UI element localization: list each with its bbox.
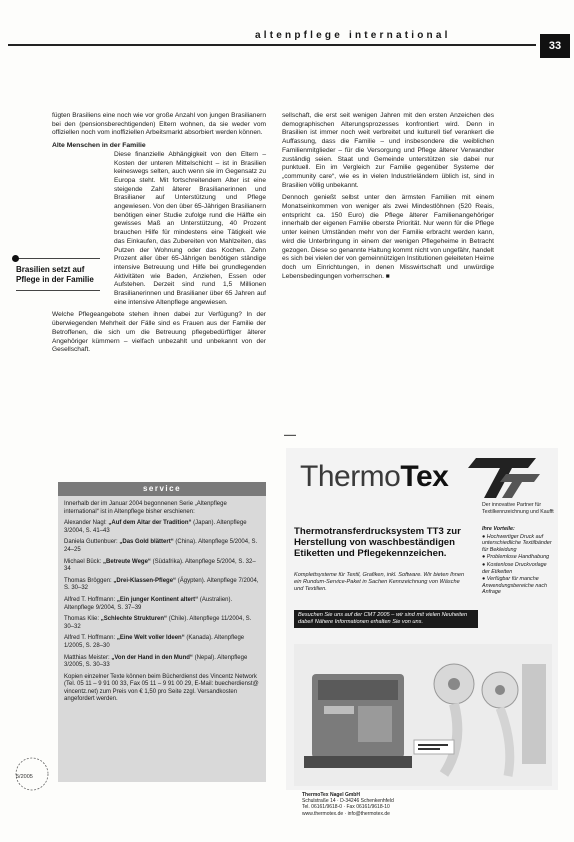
pull-quote-text: Brasilien setzt auf Pflege in der Familie	[16, 265, 94, 284]
ad-company-name: ThermoTex Nagel GmbH	[302, 792, 360, 798]
ad-benefits	[482, 526, 554, 596]
printer-product-photo	[294, 644, 552, 786]
service-entries	[64, 520, 260, 670]
service-entry-author: Alfred T. Hoffmann:	[64, 596, 116, 603]
service-entry	[64, 539, 260, 554]
pull-quote	[16, 258, 100, 291]
right-paragraph-2-text: Dennoch genießt selbst unter den ärmsten Familien mit einem Monatseinkommen von weniger als zwei Mindestlöhnen (520 Reais, entspricht ca. 150 Euro) die Pflege älterer Familienangehöriger innerhalb der eigenen Familie oberste Priorität. Nur wenn für die Pflege unter keinen Umständen mehr von der Familie erbracht werden kann, wird die Unterbringung in einem der wenigen Pflegeheime in Betracht gezogen. Diese so genannte Haltung kommt nicht von ungefähr, handelt es sich bei vielen der von gemeinnützigen Institutionen geleiteten Heime doch um Einrichtungen, in denen Misswirtschaft und unwürdige Lebensbedingungen vorherrschen.	[282, 194, 494, 280]
service-entry-title: „Ein junger Kontinent altert“	[116, 596, 199, 603]
ad-logo-bold: Tex	[400, 460, 449, 493]
service-entry-source: (Kanada). Altenpflege 1/2005, S. 28–30	[64, 635, 245, 649]
service-entry-title: „Das Gold blättert“	[119, 539, 174, 546]
left-paragraph-2: Diese finanzielle Abhängigkeit von den Eltern – Kosten der unteren Mittelschicht – ist in Brasilien keineswegs selten, auch wenn sie im Gegensatz zu Europa steht. Mit fortschreitendem Alter ist eine steigende Zahl älterer Brasilianerinnen und Brasilianer auf Unterstützung und Pflege angewiesen. Von den über 65-Jährigen Brasilianern benötigen einer Studie zufolge rund die Hälfte ein gewisses Maß an Unterstützung, 40 Prozent brauchen Hilfe für mindestens eine Tätigkeit wie das Einkaufen, das Zubereiten von Mahlzeiten, das Putzen der Wohnung oder das Kochen. Zehn Prozent aller über 65-Jährigen benötigen ständige intensive Betreuung und Hilfe bei grundlegenden Aktivitäten wie Baden, Anziehen, Essen oder Aufstehen. Derzeit sind rund 1,5 Millionen Brasilianerinnen und Brasilianer über 65 Jahren auf eine intensive Altenpflege angewiesen.	[114, 150, 266, 306]
left-column	[52, 112, 266, 359]
ad-label-mark: ▬▬▬	[284, 432, 296, 437]
ad-benefit-item: ● Verfügbar für manche Anwendungsbereiche nach Anfrage	[482, 576, 548, 596]
service-entry	[64, 635, 260, 650]
service-entry	[64, 597, 260, 612]
service-entry-source: (China). Altenpflege 5/2004, S. 24–25	[64, 539, 258, 553]
service-entry-source: (Nepal). Altenpflege 3/2005, S. 30–33	[64, 654, 248, 669]
issue-stamp	[12, 756, 52, 792]
bullet-dot-icon	[12, 255, 19, 262]
service-entry	[64, 616, 260, 631]
service-entry-source: (Japan). Altenpflege 3/2004, S. 41–43	[64, 520, 247, 534]
service-entry-source: (Australien). Altenpflege 9/2004, S. 37–39	[64, 596, 233, 611]
right-column	[282, 112, 494, 285]
service-entry	[64, 655, 260, 670]
service-entry	[64, 578, 260, 593]
thermotex-logo-icon	[466, 454, 542, 500]
ad-contact	[302, 792, 502, 817]
service-entry-title: „Eine Welt voller Ideen“	[116, 635, 185, 642]
page-number: 33	[540, 34, 570, 58]
left-paragraph-3: Welche Pflegeangebote stehen ihnen dabei zur Verfügung? In der überwiegenden Mehrheit der Fälle sind es Frauen aus der Familie der Betroffenen, die sich um die Betreuung pflegebedürftiger älterer Angehöriger kümmern – vielfach unbezahlt und unbekannt von der Gesellschaft.	[52, 311, 266, 354]
section-heading: Alte Menschen in der Familie	[52, 142, 146, 150]
ad-logo	[300, 460, 448, 494]
ad-address: Schulstraße 14 · D-34246 Schenkenhfeld	[302, 798, 394, 805]
service-entry-title: „Auf dem Altar der Tradition“	[108, 520, 192, 527]
service-entry	[64, 559, 260, 574]
service-title: service	[58, 482, 266, 496]
header-rule	[8, 44, 536, 46]
right-paragraph-1: sellschaft, die erst seit wenigen Jahren mit den ersten Anzeichen des demographischen Alterungsprozesses konfrontiert wird. Denn in Brasilien ist immer noch weit verbreitet und kulturell tief verankert die Auffassung, dass die Familie – und insbesondere die weiblichen Familienmitglieder – für die Versorgung und Pflege älterer Verwandter zuständig seien. Staat und Gemeinde unterstützen sie dabei nur punktuell. Ein im Vergleich zur Familie gegenüber Systeme der „community care“, wie es in vielen Industrieländern üblich ist, sind in Brasilien völlig unbekannt.	[282, 112, 494, 189]
service-entry-author: Alexander Nagl:	[64, 520, 107, 527]
ad-headline: Thermotransferdrucksystem TT3 zur Herstellung von waschbeständigen Etiketten und Pflegekennzeichen.	[294, 526, 461, 559]
service-entry-title: „Schlechte Strukturen“	[100, 616, 168, 623]
ad-event-box: Besuchen Sie uns auf der CMT 2005 – wir sind mit vielen Neuheiten dabei! Nähere Informationen erhalten Sie von uns.	[294, 610, 478, 628]
ad-subline: Komplettsysteme für Textil, Grafiken, inkl. Software. Wir bieten Ihnen ein Rundum-Service-Paket in Sachen Kennzeichnung von Wäsche und Textilien.	[294, 572, 465, 592]
ad-benefit-item: ● Problemlose Handhabung	[482, 554, 550, 561]
service-body	[58, 496, 266, 713]
ad-benefit-item: ● Kostenlose Druckvorlage der Etiketten	[482, 561, 547, 575]
ad-benefit-item: ● Hochwertiger Druck auf unterschiedliche Textilbänder für Bekleidung	[482, 533, 552, 553]
service-entry-author: Michael Bück:	[64, 558, 102, 565]
ad-claim: Der innovative Partner für Textilkennzeichnung und Kaufft	[482, 502, 554, 515]
ad-logo-light: Thermo	[300, 460, 401, 493]
service-entry-title: „Drei-Klassen-Pflege“	[113, 577, 177, 584]
service-entry-title: „Betreute Wege“	[103, 558, 151, 565]
ad-phone: Tel. 06161/9618-0 · Fax 06161/9618-10	[302, 804, 390, 811]
service-entry-author: Daniela Guttenbuer:	[64, 539, 118, 546]
right-paragraph-2	[282, 194, 494, 281]
end-mark: ■	[385, 272, 390, 280]
journal-title: altenpflege international	[255, 30, 451, 41]
service-entry-author: Alfred T. Hoffmann:	[64, 635, 116, 642]
service-entry-source: (Ägypten). Altenpflege 7/2004, S. 30–32	[64, 577, 259, 592]
thermotex-advertisement[interactable]	[286, 448, 558, 817]
issue-number: 5/2005	[16, 774, 33, 780]
service-box	[58, 482, 266, 782]
service-entry-title: „Von der Hand in den Mund“	[111, 654, 193, 661]
service-intro: Innerhalb der im Januar 2004 begonnenen Serie „Altenpflege international“ ist in Altenpflege bisher erschienen:	[64, 501, 227, 515]
ad-benefits-title: Ihre Vorteile:	[482, 526, 515, 532]
ad-website: www.thermotex.de · info@thermotex.de	[302, 810, 390, 817]
left-paragraph-1: fügten Brasiliens eine noch wie vor große Anzahl von jungen Brasilianern bei den (pensionsberechtigenden) Eltern wohnen, da sie weder vom offiziellen noch vom inoffiziellen Arbeitsmarkt absorbiert werden können.	[52, 112, 266, 137]
service-order-info: Kopien einzelner Texte können beim Bücherdienst des Vincentz Network (Tel. 05 11 – 9 91 00 33, Fax 05 11 – 9 91 00 29, E-Mail: buecherdienst@ vincentz.net) zum Preis von € 1,50 pro Seite zzgl. Versandkosten angefordert werden.	[64, 673, 259, 703]
service-entry-author: Matthias Meister:	[64, 654, 110, 661]
service-entry-source: (Chile). Altenpflege 11/2004, S. 30–32	[64, 616, 252, 630]
service-entry-source: (Südafrika). Altenpflege 5/2004, S. 32–34	[64, 558, 256, 573]
service-entry-author: Thomas Bröggen:	[64, 577, 112, 584]
service-entry	[64, 520, 260, 535]
service-entry-author: Thomas Klie:	[64, 616, 100, 623]
